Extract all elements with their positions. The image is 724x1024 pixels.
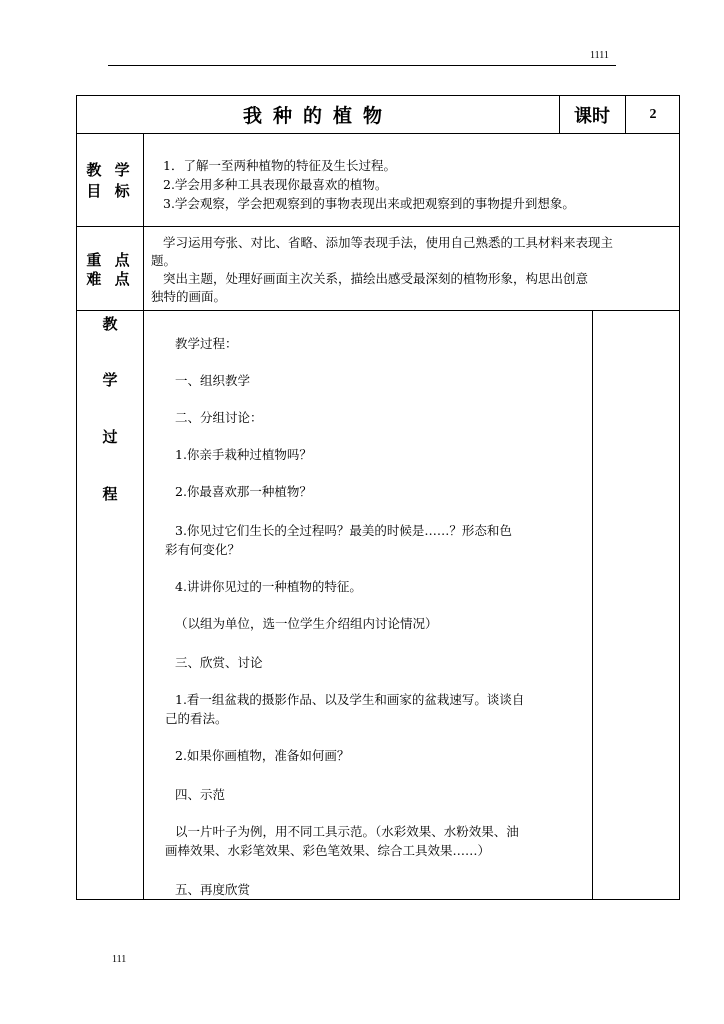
process-line: 己的看法。 bbox=[165, 711, 228, 726]
header-page-number: 1111 bbox=[590, 50, 609, 61]
process-line: 五、再度欣赏 bbox=[175, 882, 251, 897]
goals-label bbox=[77, 134, 144, 226]
goals-label-line2: 目 标 bbox=[86, 182, 134, 200]
lesson-plan-table bbox=[76, 95, 680, 900]
goal-item: 3.学会观察，学会把观察到的事物表现出来或把观察到的事物提升到想象。 bbox=[163, 196, 575, 211]
title-row bbox=[77, 96, 679, 134]
process-line: 二、分组讨论： bbox=[175, 410, 263, 425]
process-row bbox=[77, 311, 679, 899]
header-rule bbox=[108, 65, 616, 66]
process-line: 画棒效果、水彩笔效果、彩色笔效果、综合工具效果……） bbox=[165, 843, 491, 858]
process-notes-column bbox=[593, 311, 679, 899]
goals-content bbox=[143, 134, 679, 226]
process-label bbox=[77, 311, 143, 899]
lesson-title: 我种的植物 bbox=[77, 96, 560, 133]
process-line: 4.讲讲你见过的一种植物的特征。 bbox=[175, 579, 362, 594]
process-line: 1.你亲手栽种过植物吗？ bbox=[175, 447, 312, 462]
process-line: 1.看一组盆栽的摄影作品、以及学生和画家的盆栽速写。谈谈自 bbox=[175, 692, 525, 707]
key-point-line: 题。 bbox=[151, 253, 177, 268]
lesson-count-value: 2 bbox=[649, 106, 657, 122]
process-line: 以一片叶子为例，用不同工具示范。（水彩效果、水粉效果、油 bbox=[175, 824, 519, 839]
key-point-line: 突出主题，处理好画面主次关系，描绘出感受最深刻的植物形象，构思出创意 bbox=[163, 271, 589, 286]
process-line: （以组为单位，选一位学生介绍组内讨论情况） bbox=[175, 616, 438, 631]
process-line: 彩有何变化？ bbox=[165, 542, 241, 557]
process-content bbox=[143, 311, 593, 899]
process-label-char: 学 bbox=[102, 371, 118, 389]
lesson-count-label: 课时 bbox=[559, 96, 626, 133]
key-points-content bbox=[143, 227, 679, 310]
process-line: 3.你见过它们生长的全过程吗？最美的时候是……？形态和色 bbox=[175, 523, 512, 538]
process-line: 2.你最喜欢那一种植物？ bbox=[175, 484, 312, 499]
key-points-row bbox=[77, 227, 679, 311]
process-label-char: 程 bbox=[102, 485, 118, 503]
process-label-char: 过 bbox=[102, 428, 118, 446]
process-label-char: 教 bbox=[102, 315, 118, 333]
goal-item: 1．了解一至两种植物的特征及生长过程。 bbox=[163, 158, 396, 173]
goal-item: 2.学会用多种工具表现你最喜欢的植物。 bbox=[163, 177, 388, 192]
key-points-label-line1: 重 点 bbox=[86, 251, 134, 269]
goals-row bbox=[77, 134, 679, 227]
key-points-label bbox=[77, 227, 144, 310]
key-points-label-line2: 难 点 bbox=[86, 270, 134, 288]
footer-page-number: 111 bbox=[112, 954, 127, 965]
process-line: 2.如果你画植物，准备如何画？ bbox=[175, 748, 350, 763]
process-line: 一、组织教学 bbox=[175, 373, 251, 388]
key-point-line: 学习运用夸张、对比、省略、添加等表现手法，使用自己熟悉的工具材料来表现主 bbox=[163, 235, 614, 250]
process-line: 教学过程： bbox=[175, 336, 238, 351]
goals-label-line1: 教 学 bbox=[86, 161, 134, 179]
process-line: 三、欣赏、讨论 bbox=[175, 655, 263, 670]
process-line: 四、示范 bbox=[175, 787, 226, 802]
key-point-line: 独特的画面。 bbox=[151, 289, 227, 304]
